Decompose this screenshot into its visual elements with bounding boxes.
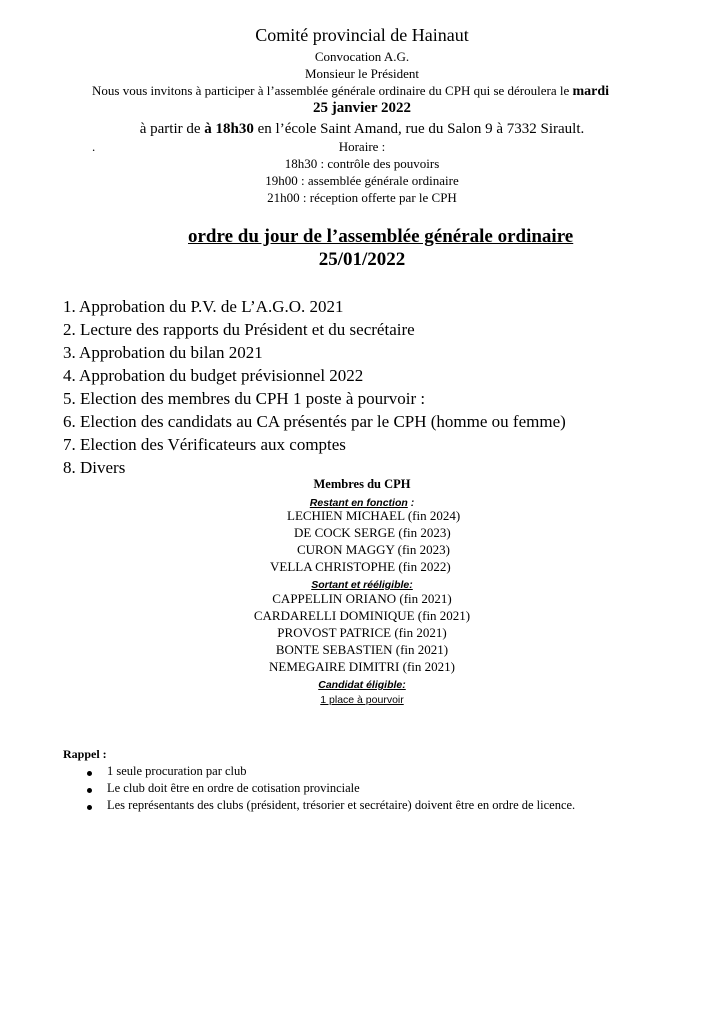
member-entry: CAPPELLIN ORIANO (fin 2021) xyxy=(272,591,452,606)
candidate-place-row xyxy=(0,690,724,708)
member-entry: VELLA CHRISTOPHE (fin 2022) xyxy=(270,559,451,574)
member-entry: PROVOST PATRICE (fin 2021) xyxy=(277,625,447,640)
agenda-title: ordre du jour de l’assemblée générale ordinaire xyxy=(188,226,574,247)
reminder-item: Le club doit être en ordre de cotisation provinciale xyxy=(107,781,360,795)
time-prefix: à partir de xyxy=(139,121,205,137)
reminder-item: 1 seule procuration par club xyxy=(107,764,247,778)
invitation-day: mardi xyxy=(572,84,610,99)
document-title: Comité provincial de Hainaut xyxy=(255,25,469,45)
agenda-item: 3. Approbation du bilan 2021 xyxy=(63,343,263,362)
bullet-icon xyxy=(87,788,92,793)
agenda-item: 8. Divers xyxy=(63,458,126,477)
remaining-colon: : xyxy=(407,497,415,509)
meeting-date: 25 janvier 2022 xyxy=(312,100,412,116)
candidate-label: Candidat éligible: xyxy=(318,679,406,691)
agenda-item: 5. Election des membres du CPH 1 poste à pourvoir : xyxy=(63,389,426,408)
member-entry: NEMEGAIRE DIMITRI (fin 2021) xyxy=(269,659,455,674)
meeting-location: en l’école Saint Amand, rue du Salon 9 à 7332 Sirault. xyxy=(253,121,585,137)
schedule-item: 19h00 : assemblée générale ordinaire xyxy=(265,173,459,188)
time-location-line xyxy=(0,121,724,138)
member-entry: LECHIEN MICHAEL (fin 2024) xyxy=(287,508,461,523)
candidate-place: 1 place à pourvoir xyxy=(320,694,404,706)
agenda-item: 7. Election des Vérificateurs aux comptes xyxy=(63,435,346,454)
members-title: Membres du CPH xyxy=(313,477,411,491)
schedule-label: Horaire : xyxy=(338,139,386,154)
reminder-item: Les représentants des clubs (président, trésorier et secrétaire) doivent être en ordre de licence. xyxy=(107,798,576,812)
convocation-label: Convocation A.G. xyxy=(314,49,410,64)
schedule-item: 18h30 : contrôle des pouvoirs xyxy=(284,156,440,171)
schedule-item: 21h00 : réception offerte par le CPH xyxy=(267,190,457,205)
stray-dot: . xyxy=(92,139,96,154)
agenda-item: 1. Approbation du P.V. de L’A.G.O. 2021 xyxy=(63,297,344,316)
member-entry: BONTE SEBASTIEN (fin 2021) xyxy=(275,642,449,657)
bullet-icon xyxy=(87,805,92,810)
bullet-icon xyxy=(87,771,92,776)
outgoing-label: Sortant et rééligible: xyxy=(311,579,413,591)
agenda-item: 2. Lecture des rapports du Président et du secrétaire xyxy=(63,320,415,339)
invitation-line xyxy=(92,83,609,100)
remaining-label: Restant en fonction xyxy=(309,497,408,509)
salutation: Monsieur le Président xyxy=(304,66,420,81)
invitation-text: Nous vous invitons à participer à l’assemblée générale ordinaire du CPH qui se déroulera le xyxy=(92,83,573,98)
reminder-label: Rappel : xyxy=(63,747,107,761)
agenda-item: 6. Election des candidats au CA présentés par le CPH (homme ou femme) xyxy=(63,412,566,431)
member-entry: CURON MAGGY (fin 2023) xyxy=(297,542,450,557)
agenda-item: 4. Approbation du budget prévisionnel 2022 xyxy=(63,366,364,385)
member-entry: DE COCK SERGE (fin 2023) xyxy=(294,525,451,540)
meeting-time: à 18h30 xyxy=(204,121,254,137)
member-entry: CARDARELLI DOMINIQUE (fin 2021) xyxy=(253,608,471,623)
agenda-date: 25/01/2022 xyxy=(318,249,406,270)
